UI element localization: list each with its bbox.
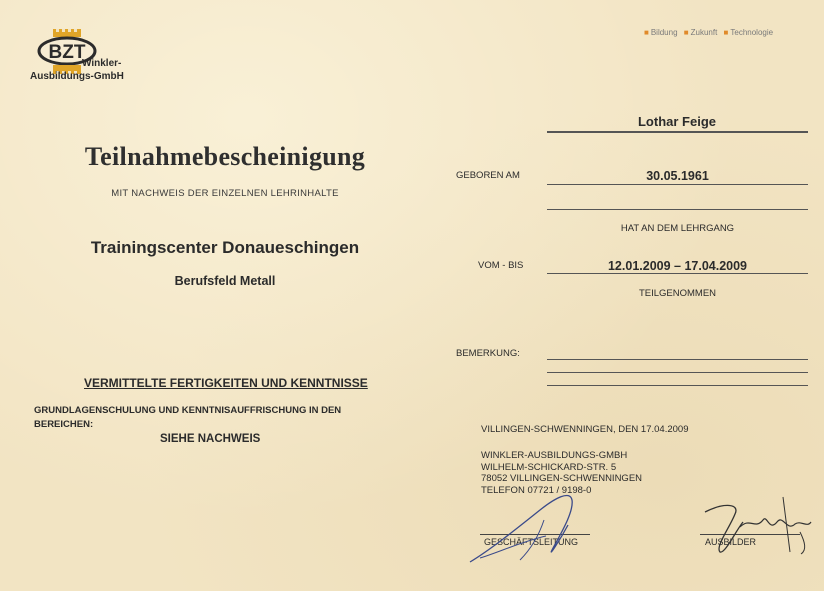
bullet-icon: ■ (723, 28, 729, 37)
period-underline (547, 273, 808, 274)
tagline-item: Zukunft (690, 28, 718, 37)
skills-reference: SIEHE NACHWEIS (160, 433, 261, 445)
participant-name: Lothar Feige (637, 114, 716, 129)
name-underline (547, 131, 808, 133)
course-text: HAT AN DEM LEHRGANG (620, 223, 735, 234)
remark-line (547, 385, 808, 386)
document-title: Teilnahmebescheinigung (84, 142, 366, 171)
remark-line (547, 359, 808, 360)
issuer-phone: TELEFON 07721 / 9198-0 (481, 484, 592, 496)
remark-line (547, 372, 808, 373)
tagline (644, 28, 773, 37)
place-date: VILLINGEN-SCHWENNINGEN, DEN 17.04.2009 (481, 424, 689, 435)
logo-mark: BZT (48, 42, 86, 63)
issuer-company: WINKLER-AUSBILDUNGS-GMBH (481, 450, 628, 461)
tagline-item: Technologie (730, 28, 774, 37)
issuer-city: 78052 VILLINGEN-SCHWENNINGEN (481, 473, 643, 484)
tagline-item: Bildung (650, 28, 678, 37)
skills-description: GRUNDLAGENSCHULUNG UND KENNTNISAUFFRISCHUNG IN DEN BEREICHEN: (34, 405, 342, 430)
blank-line (547, 209, 808, 210)
participated-text: TEILGENOMMEN (638, 288, 717, 299)
issuer-street: WILHELM-SCHICKARD-STR. 5 (481, 461, 617, 473)
vocational-field: Berufsfeld Metall (174, 274, 276, 288)
course-period: 12.01.2009 – 17.04.2009 (607, 259, 748, 273)
management-signature-icon (460, 480, 590, 570)
born-label: GEBOREN AM (456, 170, 520, 181)
skills-heading: VERMITTELTE FERTIGKEITEN UND KENNTNISSE (84, 376, 368, 390)
trainer-signature-label: AUSBILDER (705, 537, 757, 547)
born-date: 30.05.1961 (646, 169, 709, 183)
logo-name-line2: Ausbildungs-GmbH (30, 71, 124, 82)
bullet-icon: ■ (644, 28, 649, 37)
logo-name-line1: Winkler- (82, 58, 122, 69)
management-signature-label: GESCHÄFTSLEITUNG (484, 537, 579, 547)
born-underline (547, 184, 808, 185)
trainer-signature-icon (695, 492, 815, 562)
bullet-icon: ■ (683, 28, 689, 37)
document-subtitle: MIT NACHWEIS DER EINZELNEN LEHRINHALTE (111, 188, 339, 199)
remark-label: BEMERKUNG: (456, 348, 520, 359)
period-label: VOM - BIS (478, 260, 524, 271)
training-center: Trainingscenter Donaueschingen (90, 238, 360, 257)
